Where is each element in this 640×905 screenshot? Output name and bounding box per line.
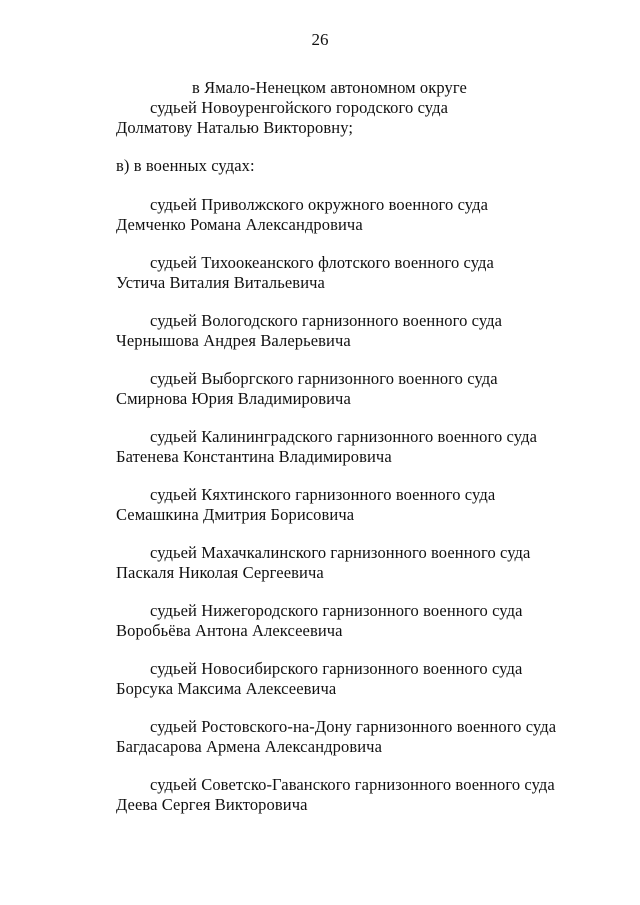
entry-name: Воробьёва Антона Алексеевича <box>116 621 343 640</box>
entry-position: судьей Советско-Гаванского гарнизонного военного суда <box>150 775 555 794</box>
intro-name-line: Долматову Наталью Викторовну; <box>116 118 354 137</box>
entry-position: судьей Кяхтинского гарнизонного военного суда <box>150 485 496 504</box>
entry-position: судьей Махачкалинского гарнизонного военного суда <box>150 543 531 562</box>
entry-position: судьей Нижегородского гарнизонного военного суда <box>150 601 523 620</box>
section-heading: в) в военных судах: <box>116 156 255 175</box>
entry-name: Борсука Максима Алексеевича <box>116 679 337 698</box>
entry-position: судьей Ростовского-на-Дону гарнизонного военного суда <box>150 717 557 736</box>
entry-name: Багдасарова Армена Александровича <box>116 737 382 756</box>
entry-name: Батенева Константина Владимировича <box>116 447 392 466</box>
entry-name: Демченко Романа Александровича <box>116 215 363 234</box>
entry-name: Паскаля Николая Сергеевича <box>116 563 324 582</box>
entry-position: судьей Вологодского гарнизонного военного суда <box>150 311 503 330</box>
entry-name: Деева Сергея Викторовича <box>116 795 308 814</box>
entry-name: Семашкина Дмитрия Борисовича <box>116 505 355 524</box>
entry-name: Чернышова Андрея Валерьевича <box>116 331 351 350</box>
entry-position: судьей Выборгского гарнизонного военного суда <box>150 369 498 388</box>
entry-name: Устича Виталия Витальевича <box>116 273 325 292</box>
entry-position: судьей Калининградского гарнизонного военного суда <box>150 427 537 446</box>
entry-position: судьей Приволжского окружного военного суда <box>150 195 489 214</box>
intro-region-line: в Ямало-Ненецком автономном округе <box>192 78 467 97</box>
entry-position: судьей Тихоокеанского флотского военного суда <box>150 253 494 272</box>
entry-name: Смирнова Юрия Владимировича <box>116 389 351 408</box>
entry-position: судьей Новосибирского гарнизонного военного суда <box>150 659 523 678</box>
page-number: 26 <box>311 30 329 49</box>
intro-position-line: судьей Новоуренгойского городского суда <box>150 98 448 117</box>
